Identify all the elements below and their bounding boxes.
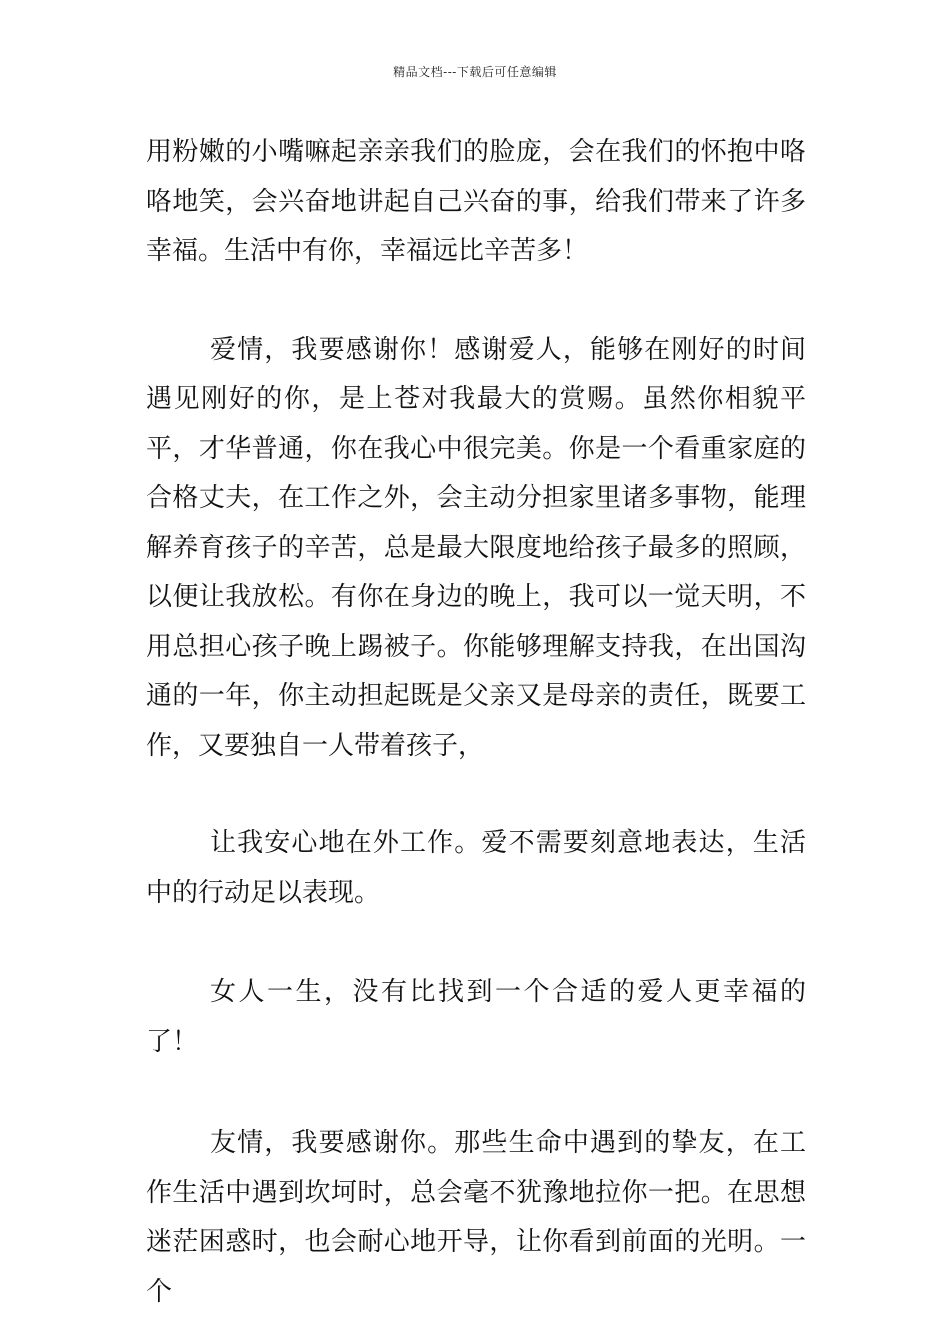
page-header: 精品文档---下载后可任意编辑 xyxy=(393,65,557,79)
paragraph-4: 女人一生，没有比找到一个合适的爱人更幸福的了！ xyxy=(146,977,806,1057)
paragraph-1: 用粉嫩的小嘴嘛起亲亲我们的脸庞，会在我们的怀抱中咯咯地笑，会兴奋地讲起自己兴奋的事，给我们带来了许多幸福。生活中有你，幸福远比辛苦多！ xyxy=(146,137,806,266)
document-body xyxy=(146,128,806,1317)
paragraph-5: 友情，我要感谢你。那些生命中遇到的挚友，在工作生活中遇到坎坷时，总会毫不犹豫地拉你一把。在思想迷茫困惑时，也会耐心地开导，让你看到前面的光明。一个 xyxy=(146,1128,806,1307)
paragraph-2: 爱情，我要感谢你！感谢爱人，能够在刚好的时间遇见刚好的你，是上苍对我最大的赏赐。虽然你相貌平平，才华普通，你在我心中很完美。你是一个看重家庭的合格丈夫，在工作之外，会主动分担家里诸多事物，能理解养育孩子的辛苦，总是最大限度地给孩子最多的照顾，以便让我放松。有你在身边的晚上，我可以一觉天明，不用总担心孩子晚上踢被子。你能够理解支持我，在出国沟通的一年，你主动担起既是父亲又是母亲的责任，既要工作，又要独自一人带着孩子， xyxy=(146,334,806,761)
paragraph-3: 让我安心地在外工作。爱不需要刻意地表达，生活中的行动足以表现。 xyxy=(146,828,806,908)
